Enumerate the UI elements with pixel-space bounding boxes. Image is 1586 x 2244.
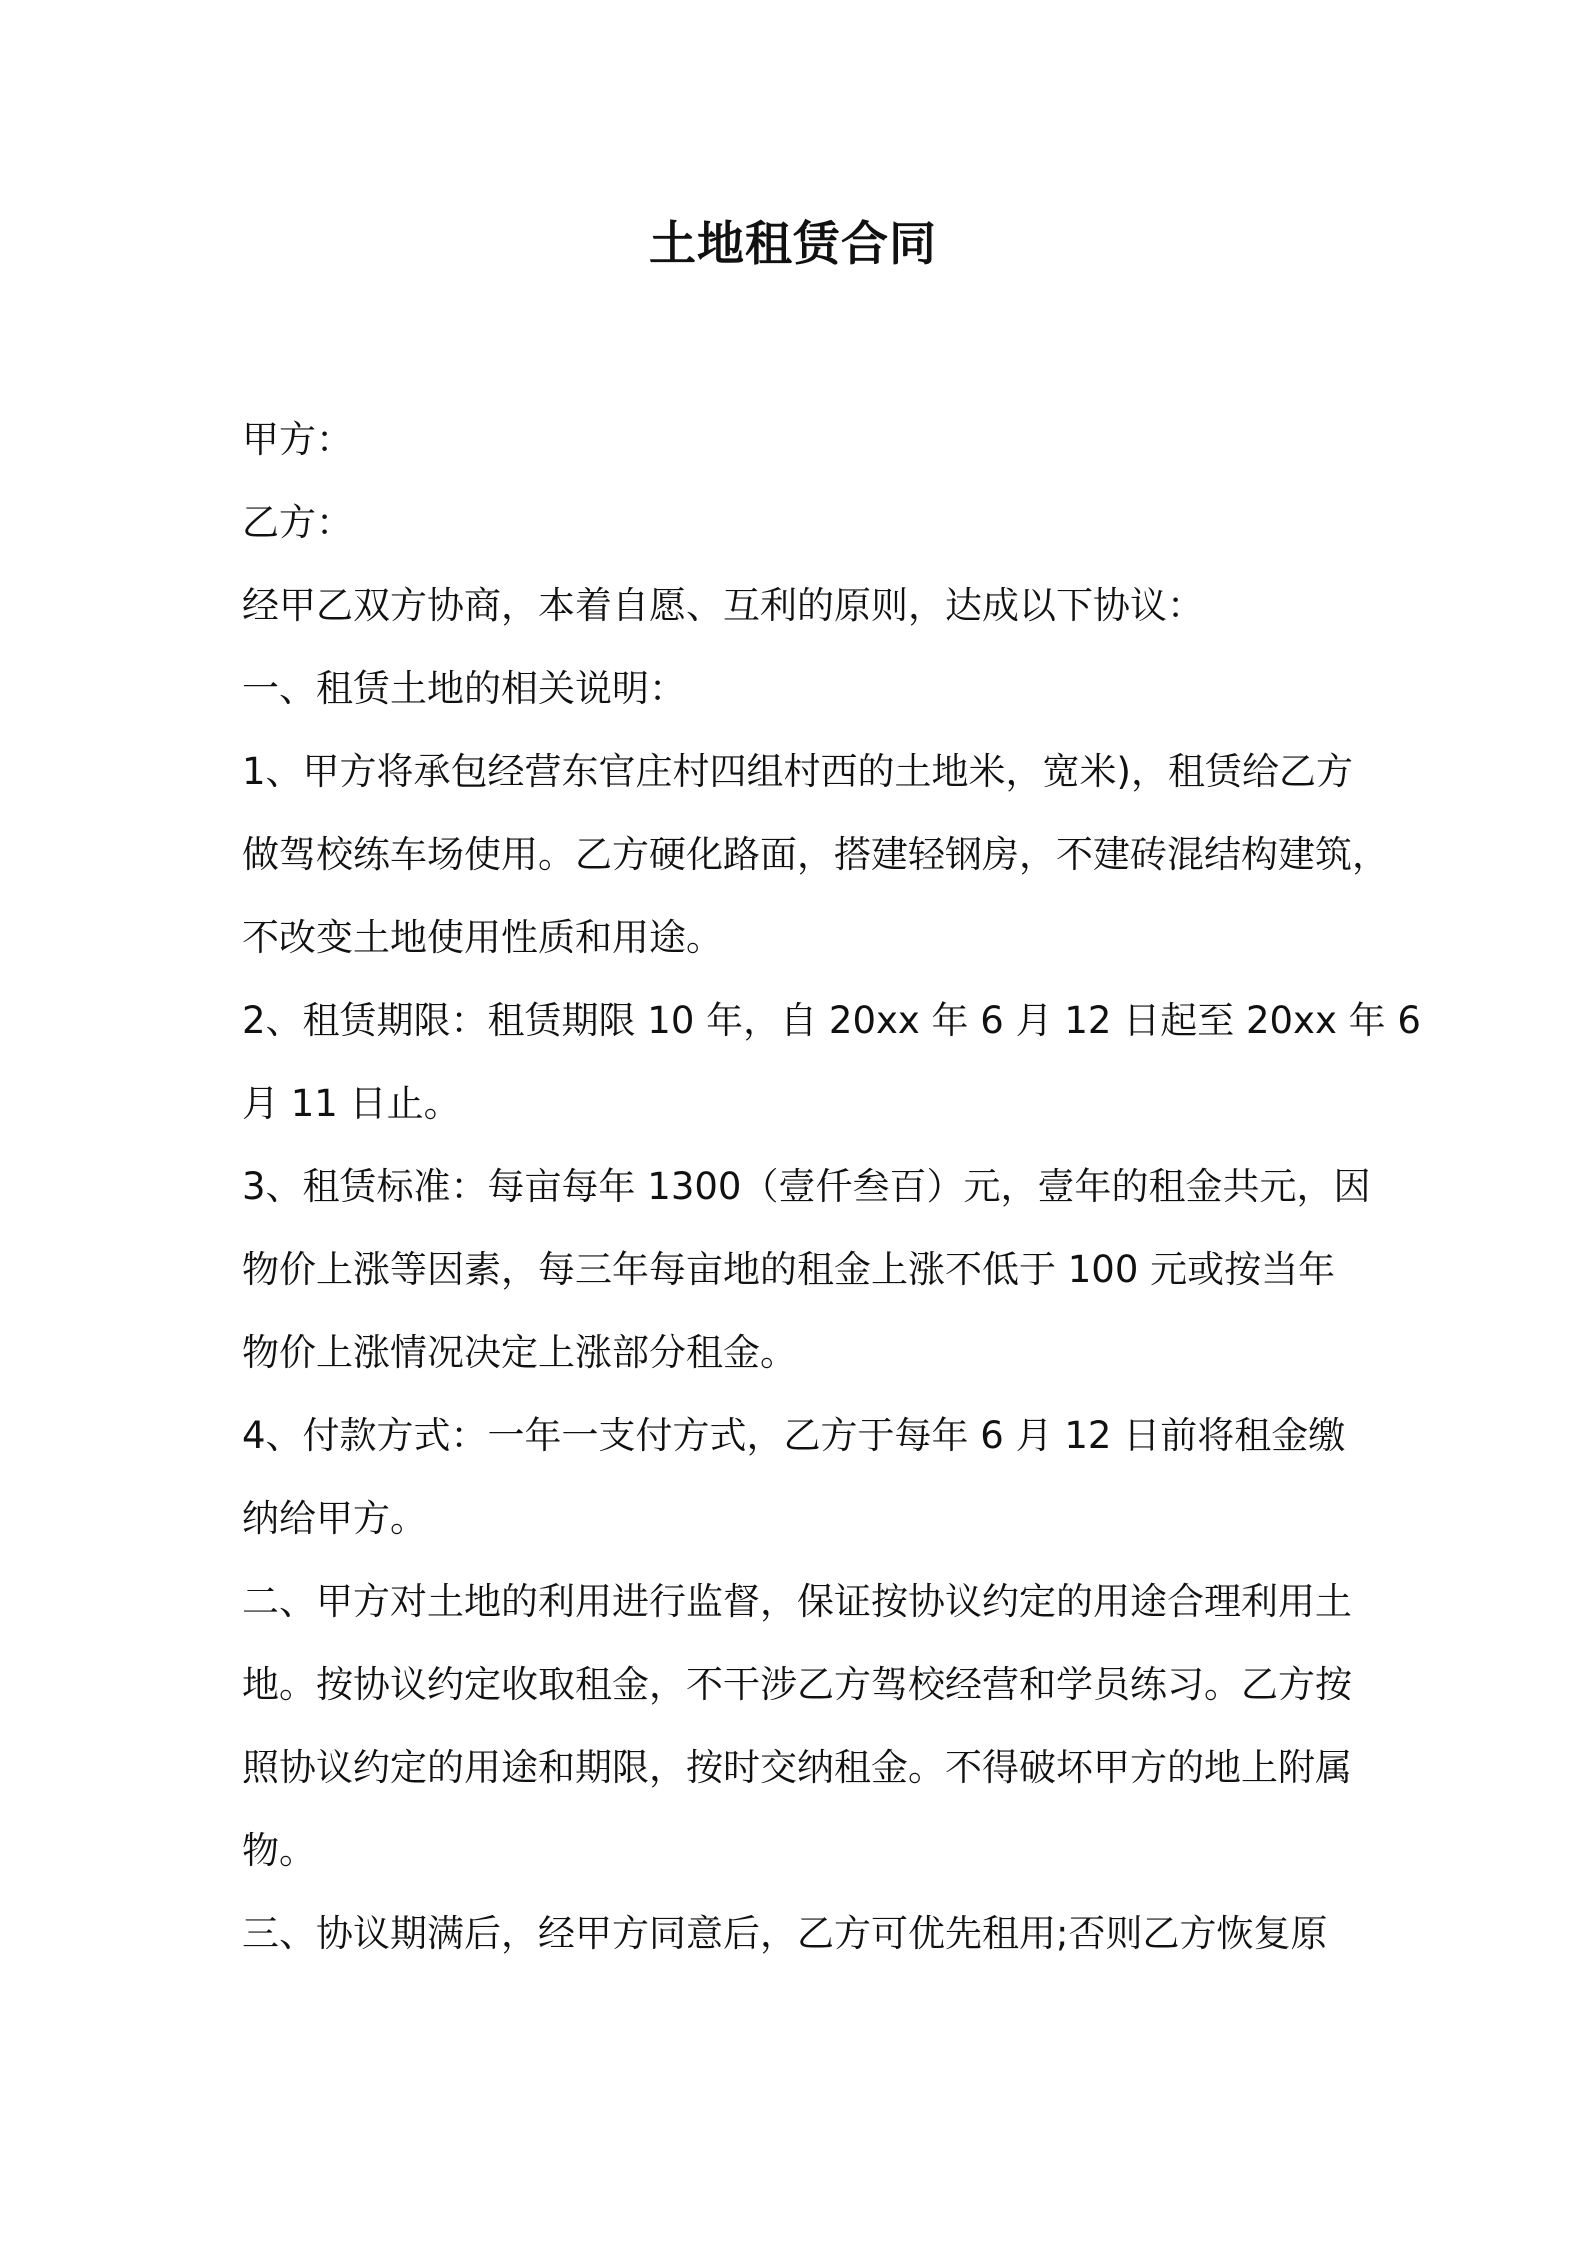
line-section-1-heading: 一、租赁土地的相关说明： — [242, 667, 686, 710]
line-section-2-c: 照协议约定的用途和期限，按时交纳租金。不得破坏甲方的地上附属 — [242, 1746, 1352, 1789]
line-clause-2-b: 月 11 日止。 — [242, 1082, 461, 1125]
line-party-b: 乙方： — [242, 501, 353, 544]
document-title: 土地租赁合同 — [649, 217, 937, 272]
line-section-2-b: 地。按协议约定收取租金，不干涉乙方驾校经营和学员练习。乙方按 — [242, 1663, 1352, 1706]
line-clause-4-a: 4、付款方式：一年一支付方式，乙方于每年 6 月 12 日前将租金缴 — [242, 1414, 1346, 1457]
line-clause-2-a: 2、租赁期限：租赁期限 10 年，自 20xx 年 6 月 12 日起至 20xx 年 6 — [242, 999, 1421, 1042]
line-clause-3-a: 3、租赁标准：每亩每年 1300（壹仟叁百）元，壹年的租金共元，因 — [242, 1165, 1371, 1208]
line-party-a: 甲方： — [242, 418, 353, 461]
line-section-3-a: 三、协议期满后，经甲方同意后，乙方可优先租用;否则乙方恢复原 — [242, 1912, 1328, 1955]
line-clause-4-b: 纳给甲方。 — [242, 1497, 427, 1540]
line-section-2-d: 物。 — [242, 1829, 316, 1872]
line-clause-1-c: 不改变土地使用性质和用途。 — [242, 916, 723, 959]
line-clause-3-c: 物价上涨情况决定上涨部分租金。 — [242, 1331, 797, 1374]
document-body — [242, 398, 1421, 1975]
line-clause-1-b: 做驾校练车场使用。乙方硬化路面，搭建轻钢房，不建砖混结构建筑， — [242, 833, 1389, 876]
line-preamble: 经甲乙双方协商，本着自愿、互利的原则，达成以下协议： — [242, 584, 1204, 627]
line-section-2-a: 二、甲方对土地的利用进行监督，保证按协议约定的用途合理利用土 — [242, 1580, 1352, 1623]
line-clause-3-b: 物价上涨等因素，每三年每亩地的租金上涨不低于 100 元或按当年 — [242, 1248, 1336, 1291]
line-clause-1-a: 1、甲方将承包经营东官庄村四组村西的土地米，宽米)，租赁给乙方 — [242, 750, 1353, 793]
